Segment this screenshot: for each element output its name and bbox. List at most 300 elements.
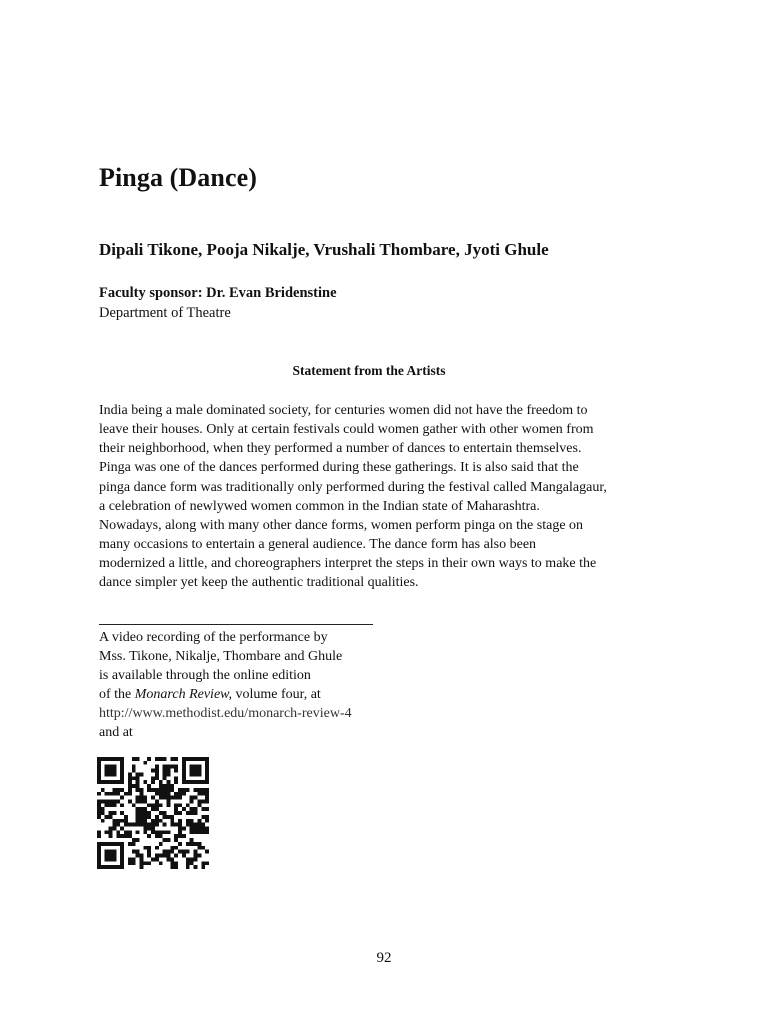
qr-module <box>136 757 140 761</box>
qr-module <box>174 861 178 865</box>
qr-module <box>205 796 209 800</box>
qr-module <box>194 857 198 861</box>
qr-module <box>147 823 151 827</box>
qr-module <box>197 769 201 773</box>
qr-module <box>190 823 194 827</box>
body-line: Pinga was one of the dances performed during these gatherings. It is also said that the <box>99 460 579 476</box>
qr-module <box>197 757 201 761</box>
qr-module <box>109 850 113 854</box>
qr-module <box>197 854 201 858</box>
qr-module <box>163 769 167 773</box>
qr-module <box>112 854 116 858</box>
qr-module <box>163 784 167 788</box>
qr-module <box>97 815 101 819</box>
qr-module <box>147 850 151 854</box>
qr-module <box>136 784 140 788</box>
qr-module <box>182 792 186 796</box>
footnote-divider <box>99 624 373 625</box>
qr-module <box>112 827 116 831</box>
qr-module <box>105 765 109 769</box>
faculty-sponsor: Faculty sponsor: Dr. Evan Bridenstine <box>99 285 337 301</box>
qr-module <box>205 807 209 811</box>
qr-module <box>128 784 132 788</box>
qr-module <box>155 815 159 819</box>
qr-module <box>163 765 167 769</box>
qr-module <box>116 834 120 838</box>
qr-module <box>205 757 209 761</box>
qr-module <box>151 807 155 811</box>
qr-module <box>170 861 174 865</box>
qr-module <box>112 780 116 784</box>
statement-heading: Statement from the Artists <box>292 363 446 378</box>
qr-module <box>97 780 101 784</box>
qr-module <box>116 842 120 846</box>
statement-body <box>99 401 644 593</box>
qr-module <box>155 807 159 811</box>
qr-module <box>139 792 143 796</box>
qr-module <box>197 765 201 769</box>
body-line: dance simpler yet keep the authentic traditional qualities. <box>99 575 419 591</box>
qr-module <box>163 815 167 819</box>
qr-module <box>139 811 143 815</box>
qr-module <box>174 796 178 800</box>
qr-module <box>109 811 113 815</box>
qr-module <box>97 861 101 865</box>
qr-module <box>112 799 116 803</box>
qr-module <box>136 788 140 792</box>
qr-module <box>112 823 116 827</box>
footnote <box>99 628 352 743</box>
qr-module <box>139 815 143 819</box>
qr-module <box>143 823 147 827</box>
qr-module <box>132 861 136 865</box>
qr-module <box>97 846 101 850</box>
qr-module <box>109 834 113 838</box>
qr-module <box>174 807 178 811</box>
qr-module <box>155 799 159 803</box>
qr-module <box>190 811 194 815</box>
qr-module <box>197 772 201 776</box>
qr-module <box>143 780 147 784</box>
qr-module <box>128 842 132 846</box>
qr-module <box>120 811 124 815</box>
footnote-line-journal <box>99 685 352 704</box>
qr-module <box>147 854 151 858</box>
qr-module <box>136 796 140 800</box>
qr-module <box>174 780 178 784</box>
qr-module <box>139 796 143 800</box>
qr-module <box>205 815 209 819</box>
qr-module <box>147 846 151 850</box>
qr-module <box>105 857 109 861</box>
body-line: Nowadays, along with many other dance forms, women perform pinga on the stage on <box>99 517 584 533</box>
qr-module <box>147 815 151 819</box>
qr-module <box>170 857 174 861</box>
qr-module <box>163 838 167 842</box>
qr-module <box>112 772 116 776</box>
qr-module <box>143 846 147 850</box>
qr-module <box>163 854 167 858</box>
qr-module <box>190 799 194 803</box>
qr-module <box>194 757 198 761</box>
qr-module <box>132 765 136 769</box>
qr-module <box>190 830 194 834</box>
qr-module <box>167 788 171 792</box>
qr-module <box>128 788 132 792</box>
qr-code-icon[interactable] <box>97 757 209 869</box>
qr-module <box>174 854 178 858</box>
qr-module <box>97 765 101 769</box>
qr-module <box>194 823 198 827</box>
qr-module <box>197 842 201 846</box>
qr-module <box>178 792 182 796</box>
qr-module <box>186 780 190 784</box>
qr-module <box>116 792 120 796</box>
qr-module <box>120 796 124 800</box>
qr-module <box>120 803 124 807</box>
qr-module <box>136 854 140 858</box>
qr-module <box>139 861 143 865</box>
qr-module <box>155 772 159 776</box>
video-url-link[interactable]: http://www.methodist.edu/monarch-review-4 <box>99 706 352 722</box>
qr-module <box>105 803 109 807</box>
footnote-prefix: of the <box>99 687 135 703</box>
qr-module <box>120 842 124 846</box>
department-name: Department of Theatre <box>99 305 231 321</box>
qr-module <box>109 830 113 834</box>
qr-module <box>147 834 151 838</box>
qr-module <box>105 842 109 846</box>
qr-module <box>139 865 143 869</box>
qr-module <box>109 772 113 776</box>
qr-module <box>101 788 105 792</box>
body-line: a celebration of newlywed women common in the Indian state of Maharashtra. <box>99 498 540 514</box>
qr-module <box>159 788 163 792</box>
qr-module <box>174 834 178 838</box>
qr-module <box>143 815 147 819</box>
qr-module <box>182 757 186 761</box>
qr-module <box>120 788 124 792</box>
qr-module <box>190 861 194 865</box>
qr-module <box>120 765 124 769</box>
qr-module <box>97 757 101 761</box>
qr-module <box>147 803 151 807</box>
authors-line: Dipali Tikone, Pooja Nikalje, Vrushali Thombare, Jyoti Ghule <box>99 240 549 259</box>
qr-module <box>120 854 124 858</box>
qr-module <box>112 803 116 807</box>
qr-module <box>128 792 132 796</box>
qr-module <box>186 788 190 792</box>
qr-module <box>124 792 128 796</box>
qr-module <box>170 788 174 792</box>
qr-module <box>151 857 155 861</box>
qr-module <box>132 842 136 846</box>
qr-module <box>112 765 116 769</box>
qr-module <box>147 784 151 788</box>
qr-module <box>139 823 143 827</box>
qr-module <box>182 834 186 838</box>
qr-module <box>139 819 143 823</box>
qr-module <box>194 827 198 831</box>
qr-module <box>186 861 190 865</box>
qr-module <box>147 757 151 761</box>
qr-module <box>159 780 163 784</box>
qr-module <box>112 865 116 869</box>
qr-module <box>116 799 120 803</box>
qr-module <box>201 823 205 827</box>
qr-module <box>159 854 163 858</box>
qr-module <box>186 803 190 807</box>
qr-module <box>205 861 209 865</box>
footnote-line: A video recording of the performance by <box>99 630 328 645</box>
page-title: Pinga (Dance) <box>99 163 257 192</box>
qr-module <box>136 838 140 842</box>
qr-module <box>205 819 209 823</box>
qr-module <box>136 811 140 815</box>
qr-module <box>205 830 209 834</box>
qr-module <box>197 792 201 796</box>
qr-module <box>124 823 128 827</box>
qr-module <box>170 796 174 800</box>
qr-module <box>174 865 178 869</box>
qr-module <box>97 776 101 780</box>
qr-module <box>155 803 159 807</box>
qr-module <box>201 861 205 865</box>
qr-module <box>112 769 116 773</box>
qr-module <box>190 772 194 776</box>
qr-module <box>151 788 155 792</box>
qr-module <box>132 823 136 827</box>
qr-module <box>120 865 124 869</box>
qr-module <box>186 819 190 823</box>
qr-module <box>120 776 124 780</box>
qr-module <box>205 792 209 796</box>
qr-module <box>167 796 171 800</box>
body-line: their neighborhood, when they performed a number of dances to entertain themselves. <box>99 441 582 457</box>
qr-module <box>112 857 116 861</box>
qr-module <box>97 761 101 765</box>
qr-module <box>197 830 201 834</box>
qr-module <box>132 857 136 861</box>
qr-module <box>112 792 116 796</box>
qr-module <box>155 757 159 761</box>
qr-module <box>97 769 101 773</box>
qr-module <box>120 834 124 838</box>
qr-module <box>194 865 198 869</box>
qr-module <box>143 799 147 803</box>
qr-module <box>120 850 124 854</box>
qr-module <box>163 796 167 800</box>
qr-module <box>151 780 155 784</box>
qr-module <box>101 819 105 823</box>
qr-module <box>182 776 186 780</box>
qr-module <box>109 780 113 784</box>
qr-module <box>120 861 124 865</box>
qr-module <box>159 834 163 838</box>
qr-module <box>167 803 171 807</box>
qr-module <box>105 850 109 854</box>
qr-module <box>112 819 116 823</box>
body-line: India being a male dominated society, for centuries women did not have the freedom to <box>99 403 588 418</box>
qr-module <box>105 799 109 803</box>
qr-module <box>197 803 201 807</box>
footnote-suffix: volume four, at <box>231 687 321 703</box>
qr-module <box>128 772 132 776</box>
qr-module <box>136 780 140 784</box>
qr-module <box>116 823 120 827</box>
qr-module <box>101 757 105 761</box>
qr-module <box>155 823 159 827</box>
qr-module <box>182 772 186 776</box>
qr-module <box>190 765 194 769</box>
qr-module <box>97 772 101 776</box>
qr-module <box>174 792 178 796</box>
qr-module <box>205 827 209 831</box>
qr-module <box>163 792 167 796</box>
qr-module <box>112 842 116 846</box>
qr-module <box>194 830 198 834</box>
qr-module <box>201 780 205 784</box>
qr-module <box>155 769 159 773</box>
qr-module <box>109 799 113 803</box>
qr-module <box>178 803 182 807</box>
qr-module <box>194 765 198 769</box>
qr-module <box>155 792 159 796</box>
qr-module <box>101 842 105 846</box>
qr-module <box>174 769 178 773</box>
qr-module <box>159 757 163 761</box>
qr-module <box>178 850 182 854</box>
qr-module <box>170 850 174 854</box>
qr-module <box>167 799 171 803</box>
qr-module <box>97 807 101 811</box>
qr-module <box>132 769 136 773</box>
qr-module <box>155 788 159 792</box>
qr-module <box>174 765 178 769</box>
qr-module <box>167 850 171 854</box>
qr-module <box>201 788 205 792</box>
qr-module <box>116 788 120 792</box>
qr-module <box>186 850 190 854</box>
qr-module <box>97 799 101 803</box>
qr-module <box>151 769 155 773</box>
qr-module <box>136 776 140 780</box>
qr-module <box>109 854 113 858</box>
qr-module <box>116 830 120 834</box>
journal-title: Monarch Review, <box>134 687 232 703</box>
qr-module <box>101 780 105 784</box>
qr-module <box>167 830 171 834</box>
qr-module <box>159 842 163 846</box>
qr-module <box>109 757 113 761</box>
qr-module <box>201 792 205 796</box>
qr-module <box>201 865 205 869</box>
qr-module <box>155 765 159 769</box>
qr-module <box>167 784 171 788</box>
qr-module <box>112 788 116 792</box>
qr-module <box>132 776 136 780</box>
qr-module <box>147 788 151 792</box>
qr-module <box>174 838 178 842</box>
qr-module <box>136 772 140 776</box>
qr-module <box>151 823 155 827</box>
qr-module <box>170 846 174 850</box>
qr-module <box>155 854 159 858</box>
qr-module <box>105 772 109 776</box>
qr-module <box>186 757 190 761</box>
qr-module <box>136 807 140 811</box>
qr-module <box>194 780 198 784</box>
qr-module <box>120 857 124 861</box>
qr-module <box>116 757 120 761</box>
qr-module <box>163 830 167 834</box>
qr-module <box>97 803 101 807</box>
qr-module <box>186 842 190 846</box>
qr-module <box>124 830 128 834</box>
qr-module <box>139 857 143 861</box>
qr-module <box>136 823 140 827</box>
body-line: modernized a little, and choreographers interpret the steps in their own ways to make the <box>99 556 597 572</box>
qr-module <box>139 772 143 776</box>
qr-module <box>128 861 132 865</box>
qr-module <box>132 784 136 788</box>
qr-module <box>170 757 174 761</box>
qr-module <box>170 784 174 788</box>
qr-module <box>105 865 109 869</box>
qr-module <box>197 827 201 831</box>
qr-module <box>182 788 186 792</box>
qr-module <box>143 827 147 831</box>
qr-module <box>109 827 113 831</box>
qr-module <box>132 838 136 842</box>
qr-module <box>136 830 140 834</box>
qr-module <box>201 830 205 834</box>
qr-module <box>159 811 163 815</box>
qr-module <box>205 761 209 765</box>
footnote-line: Mss. Tikone, Nikalje, Thombare and Ghule <box>99 649 343 665</box>
qr-module <box>97 850 101 854</box>
qr-module <box>143 811 147 815</box>
qr-module <box>105 815 109 819</box>
qr-module <box>174 776 178 780</box>
qr-module <box>170 823 174 827</box>
qr-module <box>190 807 194 811</box>
qr-module <box>105 757 109 761</box>
qr-module <box>182 827 186 831</box>
qr-module <box>120 769 124 773</box>
qr-module <box>128 830 132 834</box>
qr-module <box>190 842 194 846</box>
qr-module <box>151 803 155 807</box>
qr-module <box>167 854 171 858</box>
qr-module <box>163 811 167 815</box>
qr-module <box>151 819 155 823</box>
qr-module <box>205 780 209 784</box>
qr-module <box>167 765 171 769</box>
qr-module <box>190 796 194 800</box>
qr-module <box>197 788 201 792</box>
qr-module <box>201 807 205 811</box>
qr-module <box>167 792 171 796</box>
qr-module <box>143 761 147 765</box>
qr-module <box>159 796 163 800</box>
qr-module <box>120 819 124 823</box>
qr-module <box>124 834 128 838</box>
qr-module <box>132 850 136 854</box>
qr-module <box>101 807 105 811</box>
qr-module <box>167 857 171 861</box>
qr-module <box>190 769 194 773</box>
